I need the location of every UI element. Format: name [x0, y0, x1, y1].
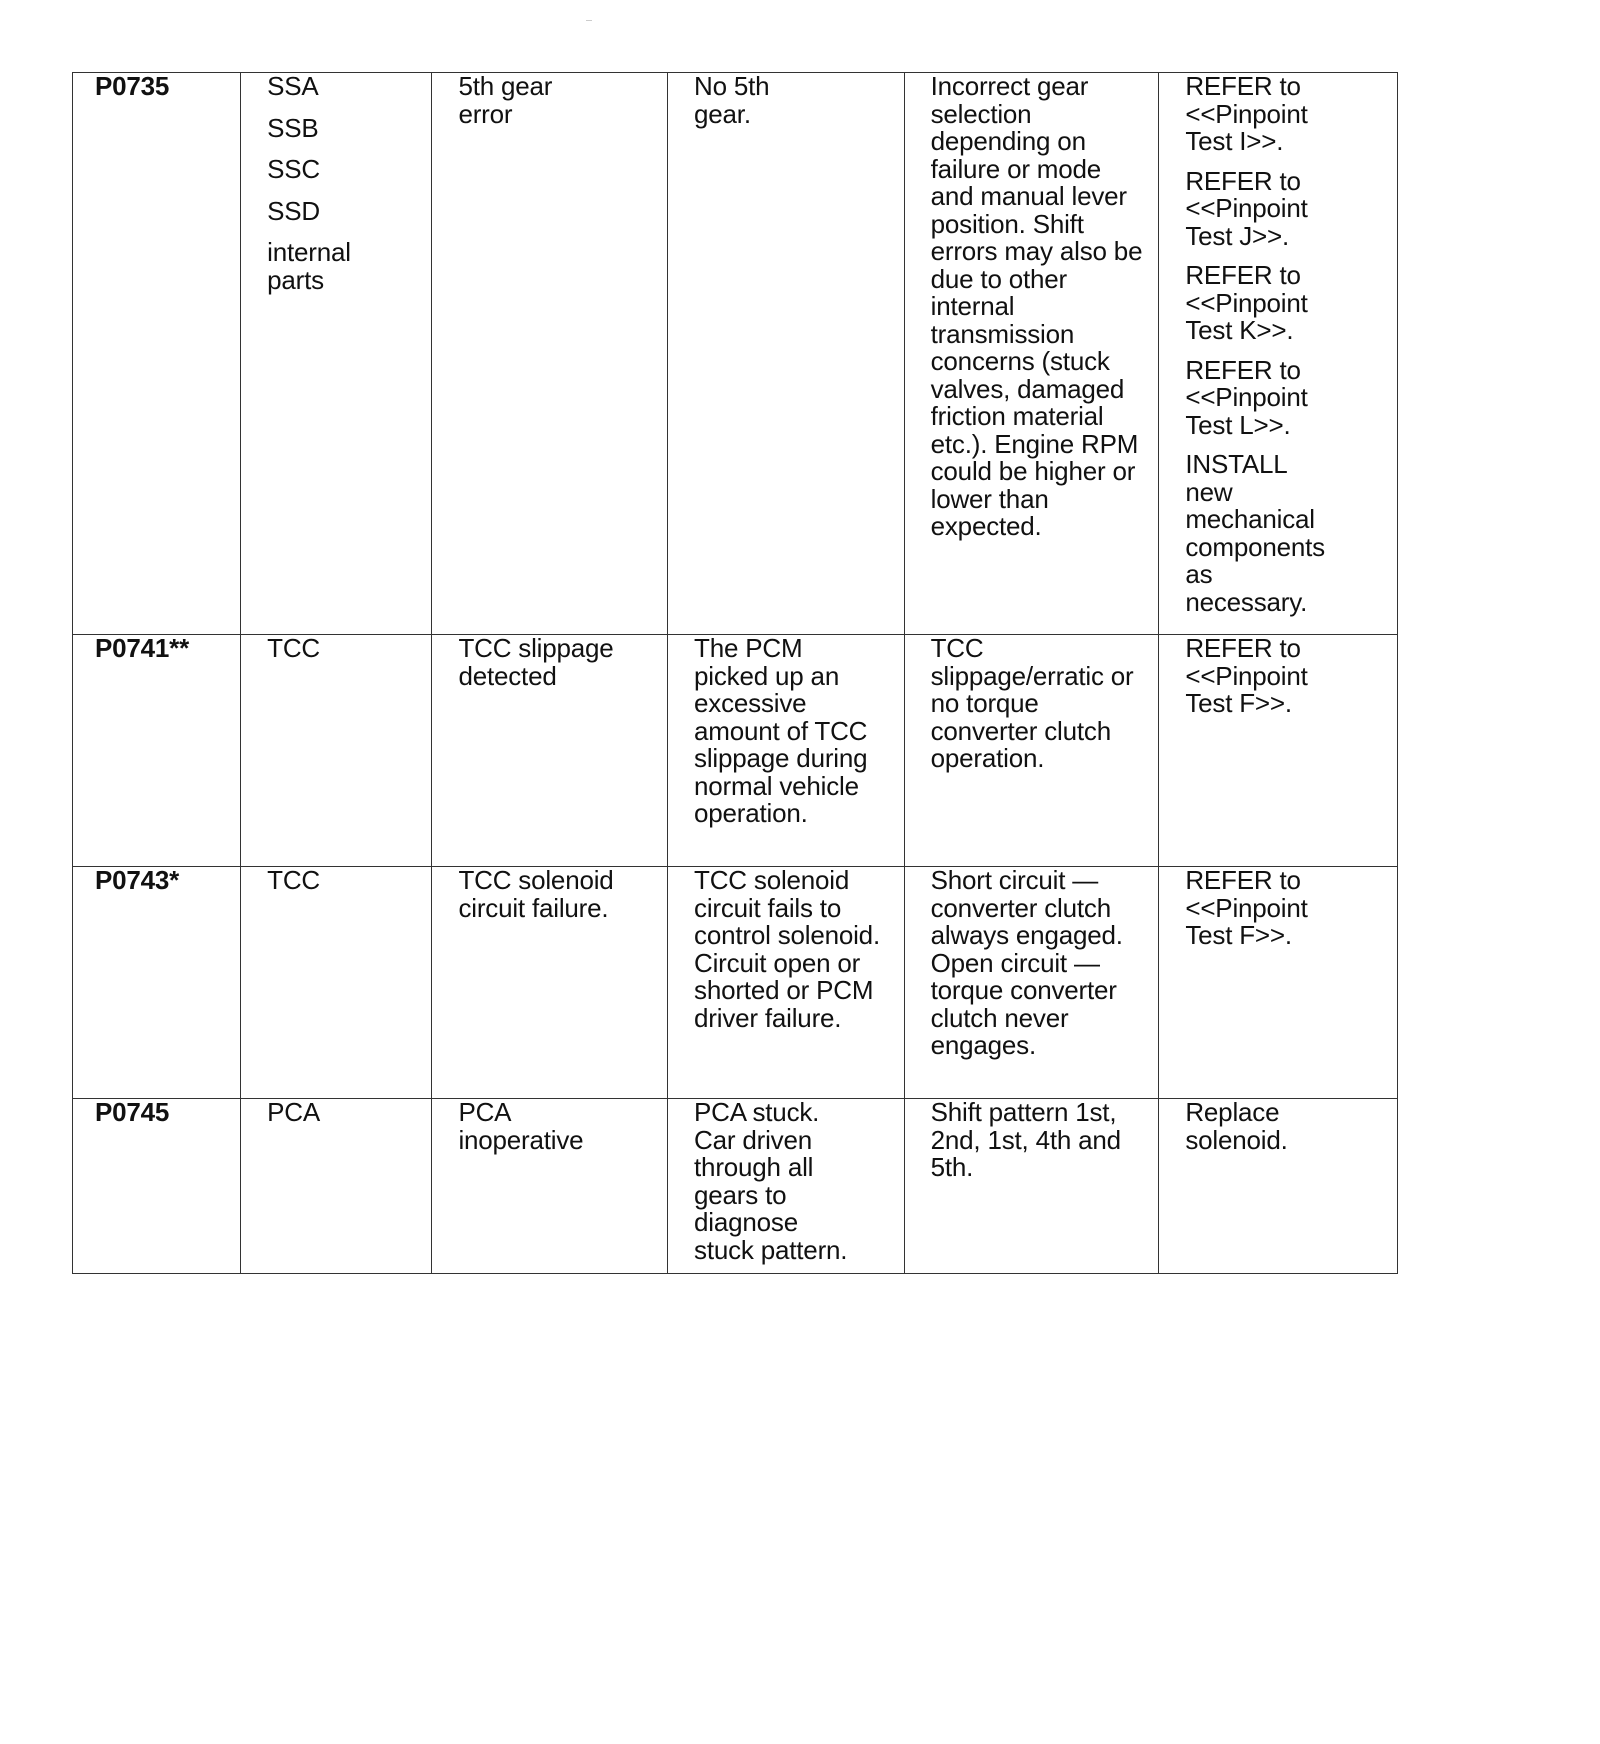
component-item: TCC: [267, 865, 320, 895]
action-item: REFER to <<Pinpoint Test F>>.: [1185, 633, 1308, 718]
symptom-cell: Incorrect gear selection depending on failure or mode and manual lever position. Shift errors may also be due to other internal transmission concerns (stuck valves, damaged friction material etc.). Engine RPM could be higher or lower than expected.: [904, 73, 1159, 635]
component-item: PCA: [267, 1097, 321, 1127]
component-item: SSC: [267, 154, 321, 184]
symptom-cell: Shift pattern 1st, 2nd, 1st, 4th and 5th.: [904, 1099, 1159, 1274]
condition-cell: TCC solenoid circuit fails to control solenoid. Circuit open or shorted or PCM driver failure.: [668, 867, 905, 1099]
action-item: REFER to <<Pinpoint Test I>>.: [1185, 71, 1308, 156]
description-cell: PCA inoperative: [432, 1099, 668, 1274]
component-item: internal parts: [267, 237, 351, 295]
table-row: [73, 1099, 1398, 1274]
dtc-code: P0743*: [73, 867, 241, 1099]
action-cell: [1159, 1099, 1398, 1274]
condition-cell: PCA stuck. Car driven through all gears to diagnose stuck pattern.: [668, 1099, 905, 1274]
action-item: REFER to <<Pinpoint Test J>>.: [1185, 165, 1308, 251]
dtc-code: P0745: [73, 1099, 241, 1274]
component-cell: [241, 867, 432, 1099]
action-item: REFER to <<Pinpoint Test L>>.: [1185, 354, 1308, 440]
action-item: INSTALL new mechanical components as necessary.: [1185, 449, 1325, 617]
table-row: [73, 635, 1398, 867]
dtc-code: P0741**: [73, 635, 241, 867]
table-row: [73, 867, 1398, 1099]
description-cell: 5th gear error: [432, 73, 668, 635]
action-cell: [1159, 635, 1398, 867]
action-item: REFER to <<Pinpoint Test F>>.: [1185, 865, 1308, 950]
component-cell: [241, 635, 432, 867]
action-item: Replace solenoid.: [1185, 1097, 1288, 1155]
component-cell: [241, 1099, 432, 1274]
dtc-code: P0735: [73, 73, 241, 635]
condition-cell: No 5th gear.: [668, 73, 905, 635]
component-cell: [241, 73, 432, 635]
scan-mark: [586, 20, 592, 21]
action-cell: [1159, 867, 1398, 1099]
component-item: TCC: [267, 633, 320, 663]
component-item: SSB: [267, 112, 319, 143]
dtc-table: [72, 72, 1398, 1274]
symptom-cell: TCC slippage/erratic or no torque converter clutch operation.: [904, 635, 1159, 867]
condition-cell: The PCM picked up an excessive amount of TCC slippage during normal vehicle operation.: [668, 635, 905, 867]
symptom-cell: Short circuit — converter clutch always engaged. Open circuit — torque converter clutch never engages.: [904, 867, 1159, 1099]
table-row: [73, 73, 1398, 635]
description-cell: TCC slippage detected: [432, 635, 668, 867]
description-cell: TCC solenoid circuit failure.: [432, 867, 668, 1099]
component-item: SSD: [267, 195, 321, 226]
action-cell: [1159, 73, 1398, 635]
component-item: SSA: [267, 71, 319, 101]
action-item: REFER to <<Pinpoint Test K>>.: [1185, 260, 1308, 345]
